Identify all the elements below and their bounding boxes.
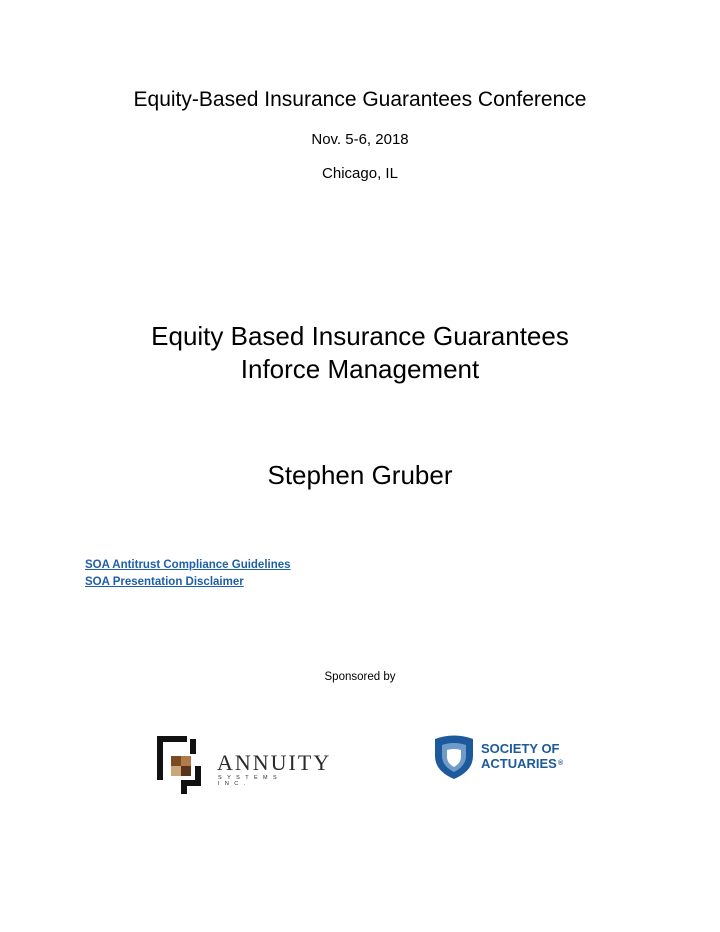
session-title-line2: Inforce Management [240, 354, 480, 384]
soa-shield-icon [432, 734, 476, 780]
soa-logo-line1: SOCIETY OF [481, 741, 560, 756]
conference-date: Nov. 5-6, 2018 [311, 131, 409, 148]
annuity-mark-icon [157, 736, 217, 794]
soa-logo [432, 734, 572, 782]
compliance-links [85, 557, 291, 591]
conference-title: Equity-Based Insurance Guarantees Conference [133, 88, 587, 111]
sponsored-by-label: Sponsored by [324, 671, 396, 683]
conference-location: Chicago, IL [322, 165, 398, 182]
annuity-systems-logo [157, 736, 332, 794]
annuity-logo-name: ANNUITY [217, 750, 332, 775]
antitrust-guidelines-link[interactable]: SOA Antitrust Compliance Guidelines [85, 559, 291, 571]
soa-logo-line2: ACTUARIES [481, 756, 557, 771]
session-title-line1: Equity Based Insurance Guarantees [151, 321, 569, 351]
annuity-logo-subtitle: SYSTEMS INC. [218, 775, 283, 787]
soa-logo-text [481, 741, 560, 771]
speaker-name: Stephen Gruber [267, 460, 453, 490]
registered-mark: ® [558, 760, 564, 767]
presentation-disclaimer-link[interactable]: SOA Presentation Disclaimer [85, 576, 244, 588]
session-title [0, 320, 720, 386]
